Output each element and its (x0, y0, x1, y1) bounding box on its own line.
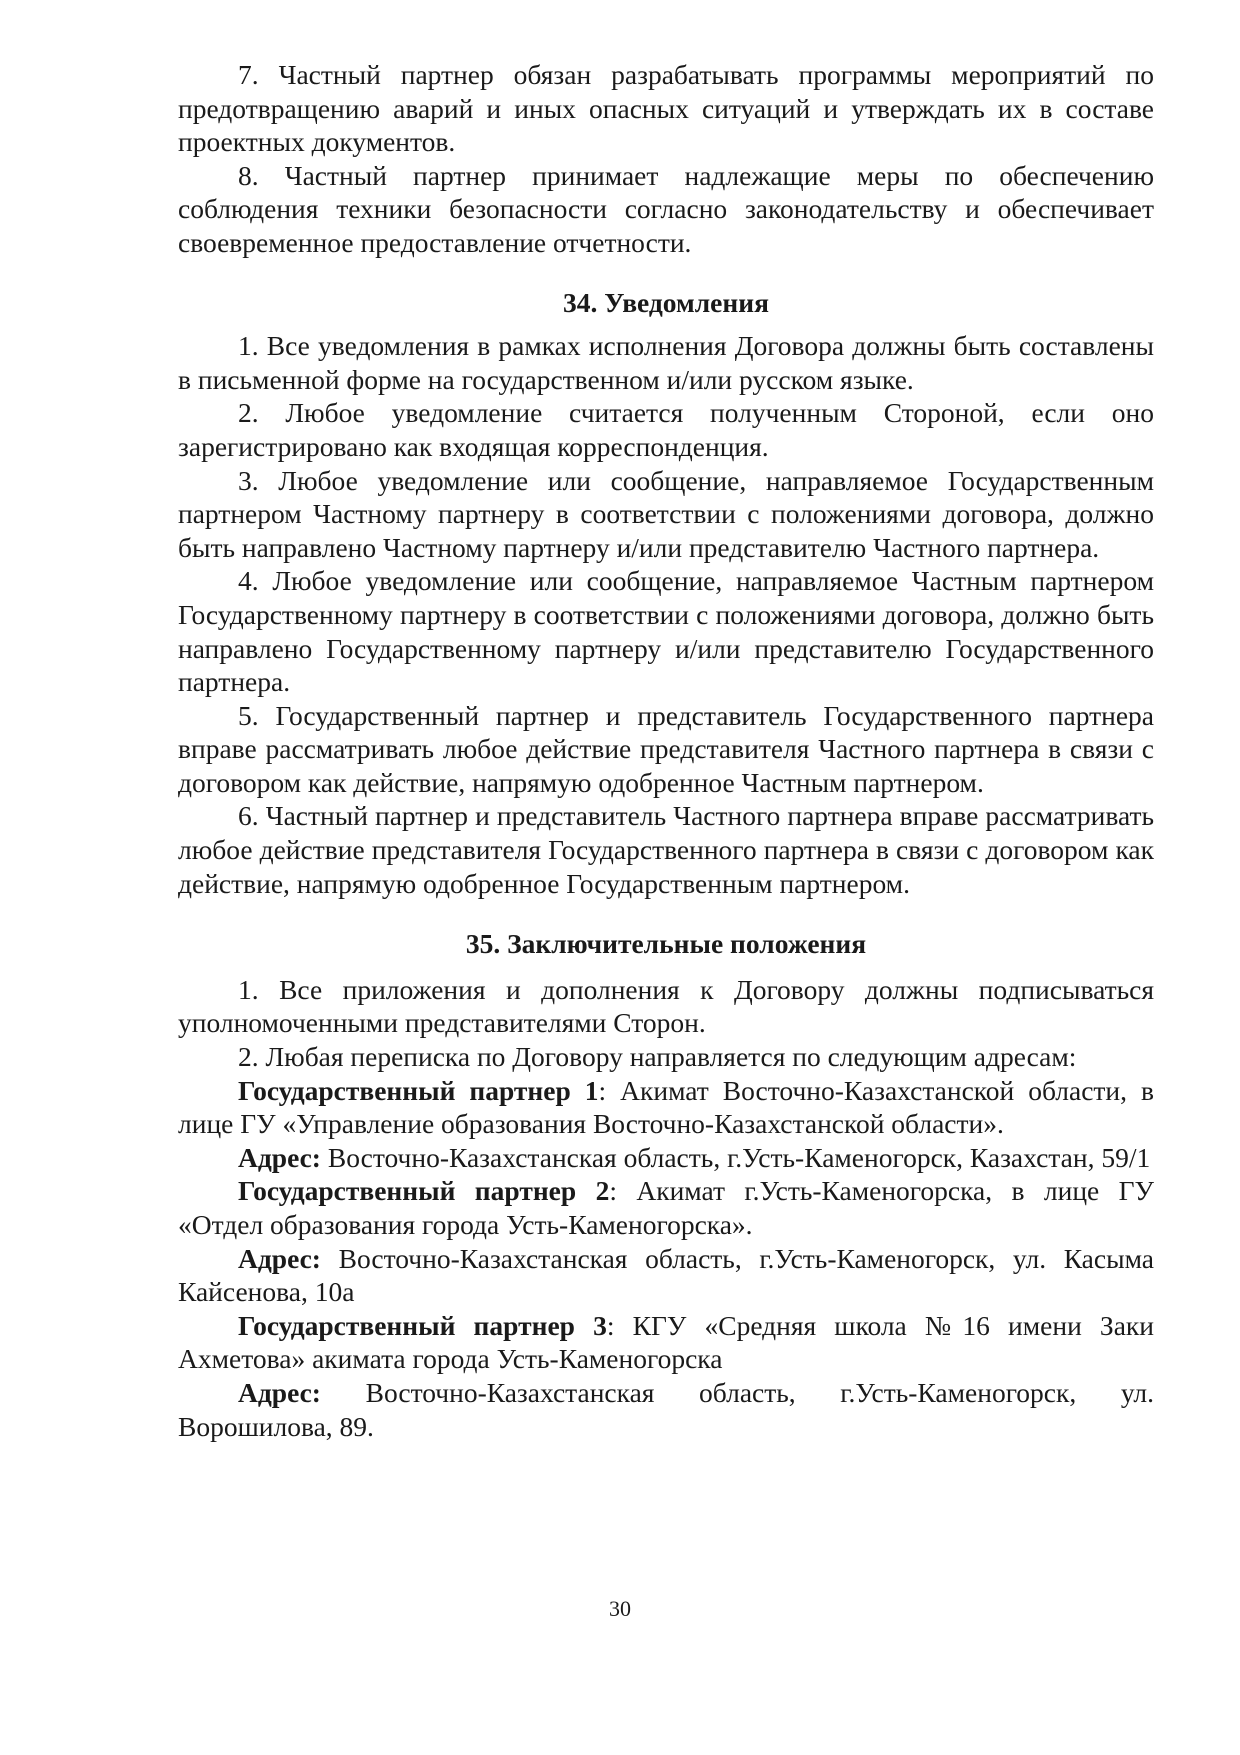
partner-2-text: : Акимат г.Усть-Каменогорска, в лице ГУ «Отдел образования города Усть-Каменогорска». (178, 1175, 1154, 1240)
spacer (178, 319, 1154, 329)
paragraph-34-5: 5. Государственный партнер и представитель Государственного партнера вправе рассматривать любое действие представителя Частного партнера в связи с договором как действие, напрямую одобренное Частным партнером. (178, 699, 1154, 798)
paragraph-34-2: 2. Любое уведомление считается полученным Стороной, если оно зарегистрировано как входящая корреспонденция. (178, 397, 1154, 462)
paragraph-34-6: 6. Частный партнер и представитель Частного партнера вправе рассматривать любое действие представителя Государственного партнера в связи с договором как действие, напрямую одобренное Государственным партнером. (178, 800, 1154, 899)
address-label: Адрес: (238, 1376, 321, 1408)
partner-2-label: Государственный партнер 2 (238, 1175, 610, 1207)
paragraph-34-1: 1. Все уведомления в рамках исполнения Договора должны быть составлены в письменной форме на государственном и/или русском языке. (178, 330, 1154, 395)
partner-2-address (178, 1242, 1154, 1309)
address-text: Восточно-Казахстанская область, г.Усть-Каменогорск, Казахстан, 59/1 (320, 1141, 1151, 1173)
page-number: 30 (609, 1596, 631, 1621)
partner-1-text: : Акимат Восточно-Казахстанской области, в лице ГУ «Управление образования Восточно-Казахстанской области». (178, 1074, 1154, 1140)
partner-3-label: Государственный партнер 3 (238, 1309, 607, 1341)
paragraph-33-8: 8. Частный партнер принимает надлежащие меры по обеспечению соблюдения техники безопасности согласно законодательству и обеспечивает своевременное предоставление отчетности. (178, 159, 1154, 258)
paragraph-35-1: 1. Все приложения и дополнения к Договору должны подписываться уполномоченными представителями Сторон. (178, 973, 1154, 1039)
partner-3-paragraph (178, 1309, 1154, 1376)
paragraph-34-3: 3. Любое уведомление или сообщение, направляемое Государственным партнером Частному партнеру в соответствии с положениями договора, должно быть направлено Частному партнеру и/или представителю Частного партнера. (178, 464, 1154, 563)
spacer (178, 260, 1154, 286)
address-label: Адрес: (238, 1141, 321, 1173)
address-text: Восточно-Казахстанская область, г.Усть-Каменогорск, ул. Ворошилова, 89. (178, 1376, 1154, 1442)
partner-1-label: Государственный партнер 1 (238, 1074, 599, 1106)
partner-3-text: : КГУ «Средняя школа №16 имени Заки Ахметова» акимата города Усть-Каменогорска (178, 1309, 1154, 1375)
partner-1-address (178, 1141, 1154, 1175)
address-label: Адрес: (238, 1242, 321, 1274)
paragraph-35-2: 2. Любая переписка по Договору направляется по следующим адресам: (238, 1041, 1077, 1073)
paragraph-33-7: 7. Частный партнер обязан разрабатывать программы мероприятий по предотвращению аварий и иных опасных ситуаций и утверждать их в составе проектных документов. (178, 59, 1154, 158)
spacer (178, 900, 1154, 927)
spacer (178, 961, 1154, 973)
address-text: Восточно-Казахстанская область, г.Усть-Каменогорск, ул. Касыма Кайсенова, 10а (178, 1242, 1154, 1308)
partner-3-address (178, 1376, 1154, 1443)
partner-2-paragraph (178, 1174, 1154, 1241)
section-heading-35: 35. Заключительные положения (465, 928, 867, 960)
partner-1-paragraph (178, 1074, 1154, 1141)
section-heading-34: 34. Уведомления (563, 286, 769, 318)
paragraph-34-4: 4. Любое уведомление или сообщение, направляемое Частным партнером Государственному партнеру в соответствии с положениями договора, должно быть направлено Государственному партнеру и/или представителю Государственного партнера. (178, 565, 1154, 698)
document-page (178, 58, 1154, 1443)
